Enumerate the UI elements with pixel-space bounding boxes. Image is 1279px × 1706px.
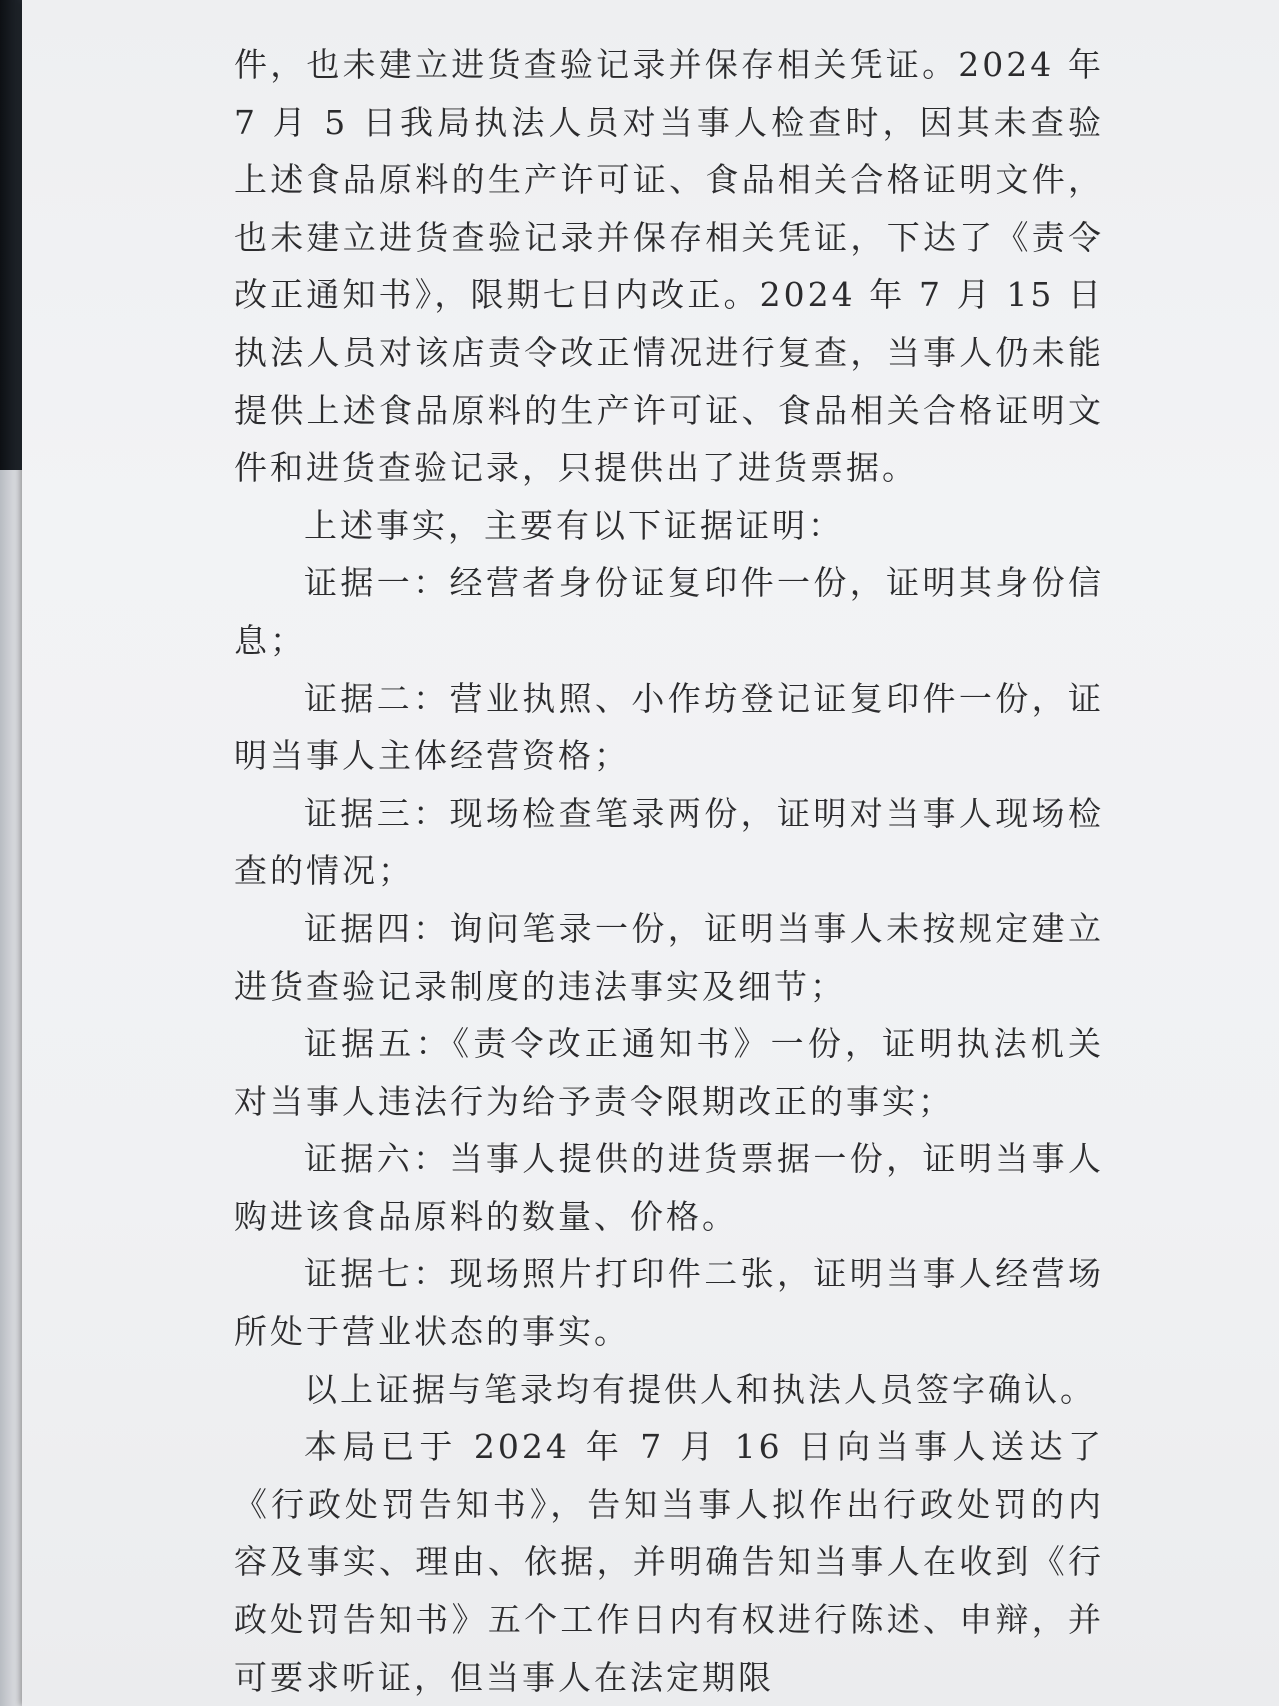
paragraph-evidence-5: 证据五：《责令改正通知书》一份，证明执法机关对当事人违法行为给予责令限期改正的事实； (234, 1024, 1104, 1121)
paragraph-evidence-2: 证据二：营业执照、小作坊登记证复印件一份，证明当事人主体经营资格； (234, 678, 1104, 776)
background-edge-dark (0, 0, 24, 470)
paragraph-evidence-6: 证据六：当事人提供的进货票据一份，证明当事人购进该食品原料的数量、价格。 (234, 1139, 1104, 1236)
document-body (234, 36, 1104, 1706)
paragraph-facts: 件，也未建立进货查验记录并保存相关凭证。2024 年 7 月 5 日我局执法人员对当事人检查时，因其未查验上述食品原料的生产许可证、食品相关合格证明文件，也未建立进货查验记录并保存相关凭证，下达了《责令改正通知书》，限期七日内改正。2024 年 7 月 15 日执法人员对该店责令改正情况进行复查，当事人仍未能提供上述食品原料的生产许可证、食品相关合格证明文件和进货查验记录，只提供出了进货票据。 (234, 45, 1104, 488)
paragraph-evidence-7: 证据七：现场照片打印件二张，证明当事人经营场所处于营业状态的事实。 (234, 1254, 1104, 1352)
paragraph-evidence-1: 证据一：经营者身份证复印件一份，证明其身份信息； (234, 563, 1104, 660)
document-page (22, 0, 1279, 1706)
paragraph-evidence-intro: 上述事实，主要有以下证据证明： (304, 505, 844, 545)
paragraph-signature-note: 以上证据与笔录均有提供人和执法人员签字确认。 (304, 1369, 1096, 1409)
paragraph-evidence-4: 证据四：询问笔录一份，证明当事人未按规定建立进货查验记录制度的违法事实及细节； (234, 908, 1104, 1006)
background-edge-light (0, 470, 24, 1706)
paragraph-evidence-3: 证据三：现场检查笔录两份，证明对当事人现场检查的情况； (234, 793, 1104, 891)
paragraph-notice-delivery: 本局已于 2024 年 7 月 16 日向当事人送达了《行政处罚告知书》，告知当事人拟作出行政处罚的内容及事实、理由、依据，并明确告知当事人在收到《行政处罚告知书》五个工作日内有权进行陈述、申辩，并可要求听证，但当事人在法定期限 (234, 1427, 1104, 1697)
